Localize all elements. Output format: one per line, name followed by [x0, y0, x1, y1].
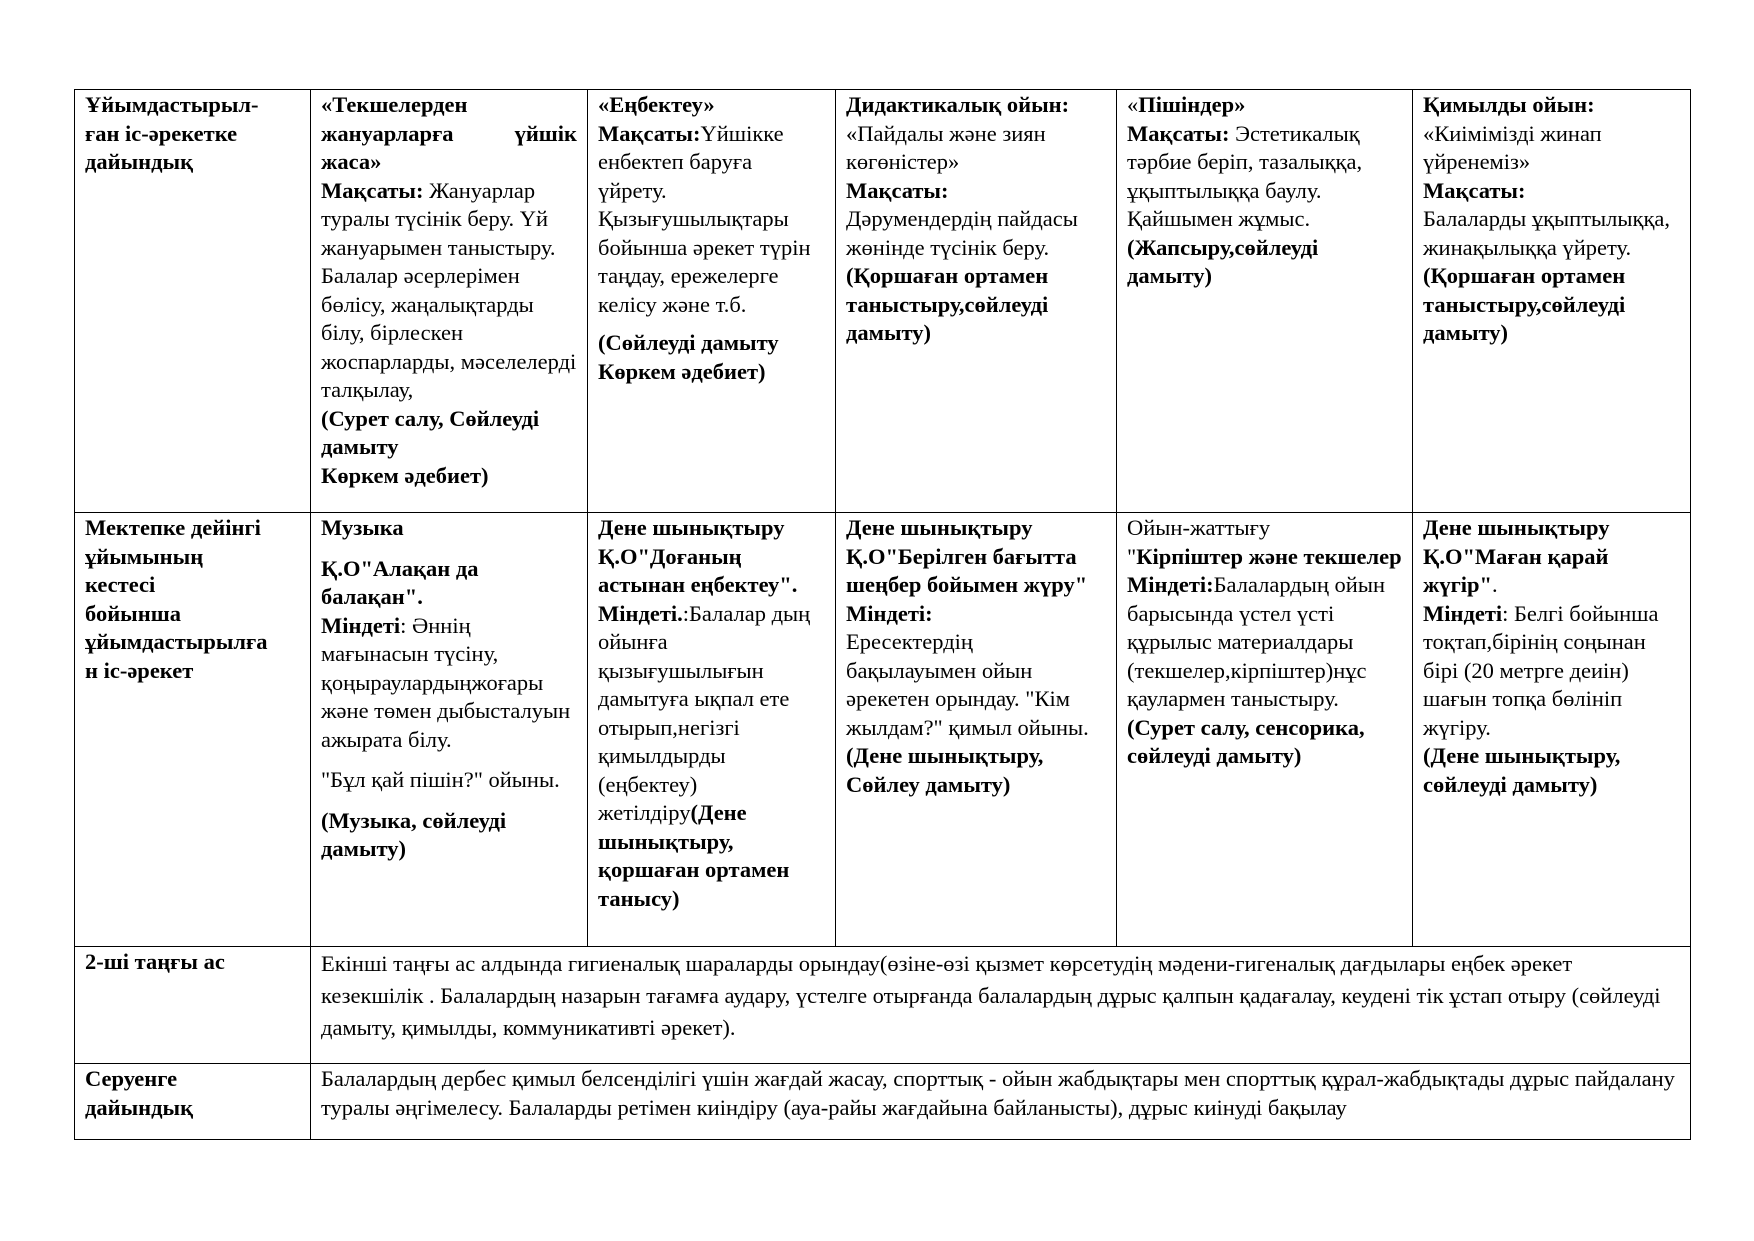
activity-cell	[311, 513, 588, 947]
cell-paragraph: «Киімімізді жинап үйренеміз»	[1423, 120, 1602, 174]
row-label-line: Мектепке дейінгі	[85, 515, 261, 540]
text-run: (Дене шынықтыру, қоршаған ортамен танысу)	[598, 800, 790, 911]
activity-cell	[311, 90, 588, 513]
cell-paragraph	[598, 600, 825, 914]
cell-paragraph	[1127, 120, 1402, 234]
row-label-line: бойынша	[85, 600, 181, 626]
cell-paragraph	[1423, 600, 1680, 743]
text-run: Міндеті.	[598, 600, 683, 626]
text-run: Дене шынықтыру Қ.О"Маған қарай жүгір"	[1423, 515, 1610, 597]
cell-paragraph	[1127, 91, 1402, 120]
cell-paragraph: Көркем әдебиет)	[598, 358, 766, 384]
text-run: Балалардың ойын барысында үстел үсті құрылыс материалдары (текшелер,кірпіштер)нұс қаулармен таныстыру.	[1127, 572, 1385, 711]
activity-cell	[588, 513, 836, 947]
row-label-line: дайындық	[85, 1094, 194, 1120]
text-run: «	[1127, 92, 1139, 117]
text-run: Мақсаты:	[321, 177, 430, 203]
cell-paragraph: Ересектердің бақылауымен ойын әрекетен орындау. "Кім жылдам?" қимыл ойыны.	[846, 629, 1089, 740]
table-row	[75, 513, 1691, 947]
cell-paragraph	[1423, 514, 1680, 600]
row-label	[75, 947, 311, 1064]
cell-paragraph: Дене шынықтыру Қ.О"Берілген бағытта шеңбер бойымен жүру" Міндеті:	[846, 515, 1088, 626]
cell-paragraph: (Жапсыру,сөйлеуді дамыту)	[1127, 234, 1319, 288]
merged-description-cell: Балалардың дербес қимыл белсенділігі үшін жағдай жасау, спорттық - ойын жабдықтары мен спорттық құрал-жабдықтады дұрыс пайдалану туралы әңгімелесу. Балаларды ретімен киіндіру (ауа-райы жағдайына байланысты), дұрыс киінуді бақылау	[311, 1064, 1691, 1140]
cell-paragraph: «Пайдалы және зиян көгөністер»	[846, 120, 1046, 174]
text-run: Жануарлар туралы түсінік беру. Үй жануарымен таныстыру. Балалар әсерлерімен бөлісу, жаңалықтарды білу, бірлескен жоспарларды, мәселелерді талқылау,	[321, 177, 577, 402]
activity-cell	[1117, 90, 1413, 513]
row-label-line: дайындық	[85, 149, 194, 174]
activity-cell	[1413, 90, 1691, 513]
cell-paragraph: (Дене шынықтыру, сөйлеуді дамыту)	[1423, 743, 1621, 797]
row-label-line: кестесі	[85, 572, 156, 597]
cell-paragraph: Көркем әдебиет)	[321, 462, 489, 488]
cell-paragraph	[321, 612, 577, 755]
text-run: Міндеті	[321, 612, 401, 638]
activity-cell	[1117, 513, 1413, 947]
table-row	[75, 1064, 1691, 1140]
text-run: Міндеті:	[1127, 572, 1214, 597]
cell-paragraph: (Дене шынықтыру, Сөйлеу дамыту)	[846, 743, 1044, 797]
row-label	[75, 513, 311, 947]
table-row	[75, 947, 1691, 1064]
cell-paragraph: (Музыка, сөйлеуді дамыту)	[321, 807, 507, 861]
text-run: Кірпіштер және текшелер	[1136, 543, 1402, 569]
row-label-line: Серуенге	[85, 1066, 178, 1091]
text-run: :Балалар дың ойынға қызығушылығын дамытуға ықпал ете отырып,негізгі қимылдырды (еңбектеу) жетілдіру	[598, 600, 811, 825]
cell-paragraph: (Сөйлеуді дамыту	[598, 330, 779, 355]
cell-paragraph: "Бұл қай пішін?" ойыны.	[321, 767, 560, 792]
cell-paragraph: Дидактикалық ойын:	[846, 92, 1070, 117]
cell-paragraph: (Сурет салу, Сөйлеуді дамыту	[321, 405, 540, 459]
row-label-line: Ұйымдастырыл-	[85, 92, 259, 117]
cell-paragraph: «Текшелерден жануарларға үйшік жаса»	[321, 92, 577, 174]
row-label-line: 2-ші таңғы ас	[85, 949, 225, 974]
row-label-line: н іс-әрекет	[85, 657, 194, 683]
table-row	[75, 90, 1691, 513]
activity-cell	[836, 90, 1117, 513]
text-run: Міндеті	[1423, 600, 1503, 626]
row-label-line: ұйымдастырылға	[85, 629, 268, 654]
row-label-line: ұйымының	[85, 543, 204, 569]
text-run: .	[1492, 572, 1498, 597]
text-run: : Әннің мағынасын түсіну, қоңыраулардыңжоғары және төмен дыбысталуын ажырата білу.	[321, 612, 571, 752]
text-run: "	[1127, 543, 1137, 569]
text-run: »	[1234, 92, 1246, 117]
text-run: Мақсаты:	[1127, 120, 1236, 146]
schedule-table	[74, 89, 1691, 1140]
cell-paragraph: Музыка	[321, 515, 404, 540]
cell-paragraph: (Қоршаған ортамен таныстыру,сөйлеуді дамыту)	[846, 263, 1049, 345]
merged-description-cell: Екінші таңғы ас алдында гигиеналық шараларды орындау(өзіне-өзі қызмет көрсетудің мәдени-гигеналық дағдылары еңбек әрекет кезекшілік . Балалардың назарын тағамға аудару, үстелге отырғанда балалардың дұрыс қалпын қадағалау, кеудені тік ұстап отыру (сөйлеуді дамыту, қимылды, коммуникативті әрекет).	[311, 947, 1691, 1064]
cell-paragraph	[598, 120, 825, 320]
text-run: Эстетикалық тәрбие беріп, тазалыққа, ұқыптылыққа баулу. Қайшымен жұмыс.	[1127, 120, 1363, 231]
text-run: Үйшікке енбектеп баруға үйрету. Қызығушылықтары бойынша әрекет түрін таңдау, ережелерге келісу және т.б.	[598, 120, 811, 317]
cell-paragraph: Мақсаты:	[846, 177, 949, 203]
cell-paragraph: Дәрумендердің пайдасы жөнінде түсінік беру.	[846, 206, 1078, 260]
cell-paragraph: (Сурет салу, сенсорика, сөйлеуді дамыту)	[1127, 714, 1365, 768]
row-label	[75, 90, 311, 513]
cell-paragraph	[1127, 543, 1402, 572]
activity-cell	[836, 513, 1117, 947]
cell-paragraph: Қ.О"Алақан да балақан".	[321, 555, 479, 609]
text-run: : Белгі бойынша тоқтап,бірінің соңынан бірі (20 метрге деиін) шағын топқа бөлініп жүгіру.	[1423, 600, 1659, 740]
cell-paragraph: Балаларды ұқыптылыққа, жинақылыққа үйрету.	[1423, 206, 1670, 260]
row-label-line: ған іс-әрекетке	[85, 120, 238, 146]
cell-paragraph: (Қоршаған ортамен таныстыру,сөйлеуді дамыту)	[1423, 263, 1626, 345]
cell-paragraph: Қимылды ойын:	[1423, 92, 1595, 117]
cell-paragraph	[321, 177, 577, 405]
row-label	[75, 1064, 311, 1140]
cell-paragraph: Дене шынықтыру Қ.О"Доғаның астынан еңбектеу".	[598, 515, 798, 597]
cell-paragraph: Ойын-жаттығу	[1127, 515, 1271, 540]
cell-paragraph: «Еңбектеу»	[598, 92, 715, 117]
cell-paragraph	[1127, 571, 1402, 714]
text-run: Пішіндер	[1138, 92, 1235, 117]
text-run: Мақсаты:	[598, 120, 701, 146]
activity-cell	[588, 90, 836, 513]
activity-cell	[1413, 513, 1691, 947]
cell-paragraph: Мақсаты:	[1423, 177, 1526, 203]
